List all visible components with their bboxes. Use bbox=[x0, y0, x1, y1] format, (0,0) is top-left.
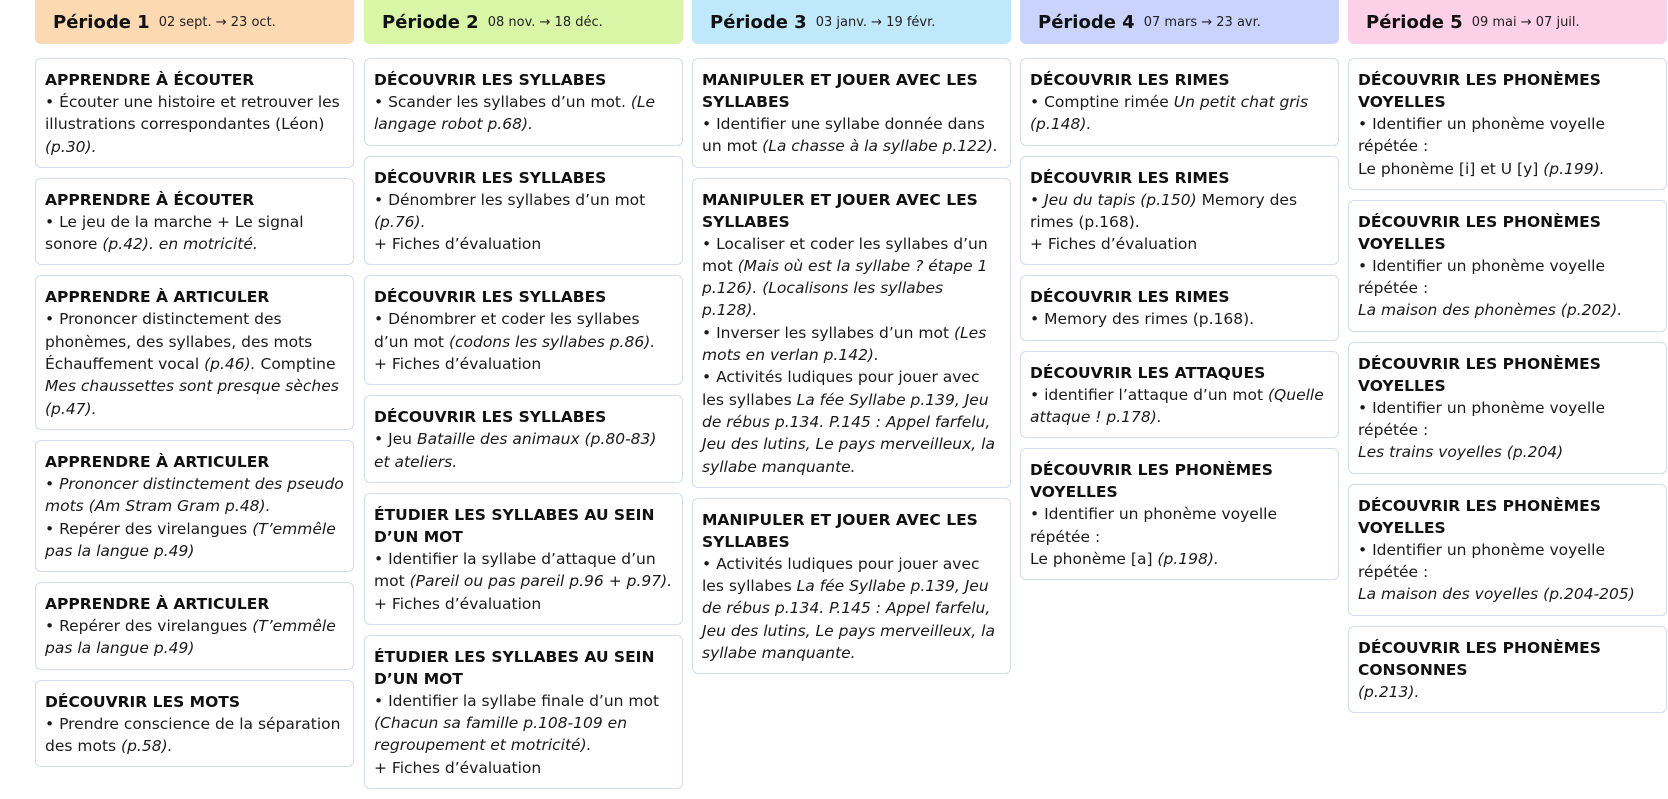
card-line bbox=[374, 593, 673, 615]
card-line bbox=[702, 233, 1001, 322]
card-reference-text: (p.213). bbox=[1358, 682, 1420, 701]
card-text: • Activités ludiques pour jouer avec les syllabes bbox=[702, 368, 980, 409]
card-reference-text: (p.198). bbox=[1157, 549, 1219, 568]
card-reference-text: La maison des voyelles (p.204-205) bbox=[1358, 585, 1635, 604]
card-line bbox=[45, 473, 344, 518]
activity-card bbox=[1348, 342, 1667, 474]
card-body bbox=[45, 473, 344, 562]
card-line bbox=[702, 553, 1001, 664]
card-reference-text: Mes chaussettes sont presque sèches (p.47). bbox=[45, 377, 339, 418]
card-body bbox=[702, 233, 1001, 478]
card-text: • Dénombrer les syllabes d’un mot bbox=[374, 190, 646, 209]
period-title: Période 5 bbox=[1366, 11, 1463, 33]
card-reference-text: Prononcer distinctement des pseudo mots (Am Stram Gram p.48). bbox=[45, 474, 344, 516]
card-body bbox=[45, 91, 344, 158]
card-line bbox=[1030, 233, 1329, 255]
card-reference-text: (Mais où est la syllabe ? étape 1 p.126). (Localisons les syllabes p.128). bbox=[702, 256, 988, 320]
card-title: APPRENDRE À ARTICULER bbox=[45, 288, 270, 307]
card-title: DÉCOUVRIR LES SYLLABES bbox=[374, 408, 607, 427]
card-text: + Fiches d’évaluation bbox=[374, 235, 542, 254]
period-cards bbox=[692, 58, 1011, 674]
period-title: Période 2 bbox=[382, 11, 479, 33]
card-title: DÉCOUVRIR LES RIMES bbox=[1030, 168, 1230, 187]
card-line bbox=[1358, 113, 1657, 158]
card-body bbox=[45, 713, 344, 758]
period-dates: 03 janv. → 19 févr. bbox=[815, 14, 936, 30]
card-text: + Fiches d’évaluation bbox=[1030, 235, 1198, 254]
card-body bbox=[1030, 91, 1329, 136]
card-title: DÉCOUVRIR LES PHONÈMES VOYELLES bbox=[1358, 71, 1601, 111]
card-text: • Identifier une syllabe donnée dans un mot bbox=[702, 115, 985, 156]
card-reference-text: (Le langage robot p.68). bbox=[374, 93, 656, 134]
card-body bbox=[45, 308, 344, 419]
card-line bbox=[374, 353, 673, 375]
card-body bbox=[1030, 308, 1329, 330]
card-line bbox=[1358, 583, 1657, 605]
card-line bbox=[1358, 397, 1657, 442]
card-line bbox=[1030, 308, 1329, 330]
card-text: • Repérer des virelangues bbox=[45, 617, 253, 636]
card-title: ÉTUDIER LES SYLLABES AU SEIN D’UN MOT bbox=[374, 647, 655, 688]
card-text: • Le jeu de la marche + Le signal sonore bbox=[45, 212, 304, 254]
card-body bbox=[1358, 255, 1657, 322]
card-reference-text: Les trains voyelles (p.204) bbox=[1358, 443, 1564, 462]
activity-card bbox=[1020, 275, 1339, 340]
card-text: • Localiser et coder les syllabes d’un mot bbox=[702, 234, 988, 275]
card-title: DÉCOUVRIR LES MOTS bbox=[45, 692, 240, 711]
card-reference-text: Jeu du tapis (p.150) bbox=[1044, 190, 1197, 209]
activity-card bbox=[35, 178, 354, 266]
card-reference-text: (p.42). en motricité. bbox=[102, 235, 258, 254]
card-reference-text: Un petit chat gris (p.148). bbox=[1030, 93, 1309, 134]
card-text: • Identifier un phonème voyelle répétée : bbox=[1358, 398, 1605, 440]
card-line bbox=[1030, 91, 1329, 136]
card-title: DÉCOUVRIR LES RIMES bbox=[1030, 71, 1230, 89]
card-body bbox=[374, 91, 673, 136]
card-reference-text: (Chacun sa famille p.108-109 en regroupement et motricité). bbox=[374, 714, 628, 755]
card-body bbox=[374, 690, 673, 779]
card-reference-text: (Pareil ou pas pareil p.96 + p.97). bbox=[409, 572, 673, 591]
activity-card bbox=[1020, 448, 1339, 580]
card-title: DÉCOUVRIR LES PHONÈMES CONSONNES bbox=[1358, 638, 1601, 679]
card-body bbox=[1358, 539, 1657, 606]
card-text: • Identifier un phonème voyelle répétée : bbox=[1358, 115, 1605, 156]
card-line bbox=[1358, 299, 1657, 321]
card-line bbox=[1358, 441, 1657, 463]
card-body bbox=[1030, 189, 1329, 256]
card-line bbox=[374, 428, 673, 473]
period-dates: 02 sept. → 23 oct. bbox=[158, 14, 276, 30]
card-text: • bbox=[1030, 190, 1045, 209]
card-title: DÉCOUVRIR LES ATTAQUES bbox=[1030, 363, 1266, 382]
card-reference-text: (p.199). bbox=[1543, 159, 1605, 178]
card-text: Le phonème [a] bbox=[1030, 549, 1158, 568]
activity-card bbox=[364, 58, 683, 146]
card-line bbox=[45, 211, 344, 256]
card-body bbox=[374, 189, 673, 256]
period-column-5 bbox=[1348, 0, 1667, 723]
card-title: MANIPULER ET JOUER AVEC LES SYLLABES bbox=[702, 510, 978, 551]
period-title: Période 4 bbox=[1038, 11, 1135, 33]
card-title: DÉCOUVRIR LES SYLLABES bbox=[374, 71, 607, 89]
card-body bbox=[702, 113, 1001, 158]
card-reference-text: (T’emmêle pas la langue p.49) bbox=[45, 617, 336, 658]
card-reference-text: La fée Syllabe p.139, Jeu de rébus p.134. P.145 : Appel farfelu, Jeu des lutins, Le pays merveilleux, la syllabe manquante. bbox=[702, 577, 995, 663]
period-cards bbox=[1348, 58, 1667, 713]
card-text: Le phonème [i] et U [y] bbox=[1358, 159, 1544, 178]
card-title: DÉCOUVRIR LES PHONÈMES VOYELLES bbox=[1030, 461, 1273, 502]
card-body bbox=[1358, 397, 1657, 464]
card-title: APPRENDRE À ÉCOUTER bbox=[45, 190, 255, 209]
card-text: • Identifier la syllabe d’attaque d’un mot bbox=[374, 549, 656, 591]
period-column-3 bbox=[692, 0, 1011, 684]
activity-card bbox=[364, 156, 683, 266]
activity-card bbox=[364, 275, 683, 385]
card-line bbox=[374, 690, 673, 757]
activity-card bbox=[1020, 351, 1339, 439]
card-body bbox=[374, 428, 673, 473]
activity-card bbox=[1348, 200, 1667, 332]
card-line bbox=[1358, 158, 1657, 180]
card-title: APPRENDRE À ARTICULER bbox=[45, 452, 270, 471]
card-body bbox=[374, 308, 673, 375]
card-reference-text: La fée Syllabe p.139, Jeu de rébus p.134. P.145 : Appel farfelu, Jeu des lutins, Le pays merveilleux, la syllabe manquante. bbox=[702, 390, 995, 476]
card-text: • Identifier un phonème voyelle répétée : bbox=[1030, 505, 1277, 546]
card-text: • bbox=[45, 474, 60, 493]
card-title: ÉTUDIER LES SYLLABES AU SEIN D’UN MOT bbox=[374, 505, 655, 546]
card-title: MANIPULER ET JOUER AVEC LES SYLLABES bbox=[702, 190, 978, 231]
card-line bbox=[1030, 189, 1329, 234]
card-line bbox=[1358, 681, 1657, 703]
card-body bbox=[702, 553, 1001, 664]
period-dates: 08 nov. → 18 déc. bbox=[487, 14, 603, 30]
period-header bbox=[364, 0, 683, 44]
card-line bbox=[45, 91, 344, 158]
card-title: DÉCOUVRIR LES PHONÈMES VOYELLES bbox=[1358, 496, 1601, 537]
card-line bbox=[45, 713, 344, 758]
card-text: • Scander les syllabes d’un mot. bbox=[374, 93, 631, 111]
activity-card bbox=[1348, 484, 1667, 616]
card-body bbox=[1030, 384, 1329, 429]
card-text: + Fiches d’évaluation bbox=[374, 355, 542, 374]
card-title: DÉCOUVRIR LES PHONÈMES VOYELLES bbox=[1358, 212, 1601, 253]
card-title: APPRENDRE À ARTICULER bbox=[45, 595, 270, 614]
card-reference-text: Bataille des animaux (p.80-83) et ateliers. bbox=[374, 430, 657, 471]
card-reference-text: (codons les syllabes p.86). bbox=[448, 332, 656, 351]
activity-card bbox=[35, 680, 354, 768]
card-body bbox=[45, 615, 344, 660]
card-body bbox=[1358, 113, 1657, 180]
card-text: + Fiches d’évaluation bbox=[374, 758, 542, 777]
card-line bbox=[45, 518, 344, 563]
period-cards bbox=[1020, 58, 1339, 580]
card-text: • Repérer des virelangues bbox=[45, 519, 253, 538]
card-line bbox=[702, 322, 1001, 367]
activity-card bbox=[364, 493, 683, 625]
card-title: DÉCOUVRIR LES RIMES bbox=[1030, 288, 1230, 307]
activity-card bbox=[692, 498, 1011, 674]
activity-card bbox=[35, 58, 354, 168]
period-title: Période 3 bbox=[710, 11, 807, 33]
card-reference-text: (Quelle attaque ! p.178). bbox=[1030, 385, 1324, 427]
activity-card bbox=[364, 395, 683, 483]
card-reference-text: (p.76). bbox=[374, 212, 426, 231]
card-line bbox=[374, 308, 673, 353]
activity-card bbox=[35, 275, 354, 429]
card-reference-text: (Les mots en verlan p.142). bbox=[702, 323, 987, 365]
card-text: • Identifier un phonème voyelle répétée : bbox=[1358, 540, 1605, 581]
card-line bbox=[1030, 384, 1329, 429]
card-line bbox=[1358, 539, 1657, 584]
card-body bbox=[374, 548, 673, 615]
card-title: DÉCOUVRIR LES PHONÈMES VOYELLES bbox=[1358, 354, 1601, 395]
card-title: DÉCOUVRIR LES SYLLABES bbox=[374, 288, 607, 307]
activity-card bbox=[692, 58, 1011, 168]
activity-card bbox=[1020, 58, 1339, 146]
card-line bbox=[45, 308, 344, 419]
period-column-4 bbox=[1020, 0, 1339, 590]
card-text: • Dénombrer et coder les syllabes d’un mot bbox=[374, 310, 640, 351]
period-column-2 bbox=[364, 0, 683, 799]
card-body bbox=[1358, 681, 1657, 703]
period-dates: 09 mai → 07 juil. bbox=[1471, 14, 1580, 30]
activity-card bbox=[364, 635, 683, 789]
period-header bbox=[692, 0, 1011, 44]
card-text: • Comptine rimée bbox=[1030, 93, 1174, 111]
card-body bbox=[1030, 503, 1329, 570]
card-text: • Inverser les syllabes d’un mot bbox=[702, 323, 954, 342]
card-line bbox=[374, 757, 673, 779]
card-text: • identifier l’attaque d’un mot bbox=[1030, 385, 1268, 404]
card-title: APPRENDRE À ÉCOUTER bbox=[45, 71, 255, 89]
card-text: Memory des rimes (p.168). bbox=[1030, 190, 1298, 231]
card-reference-text: (T’emmêle pas la langue p.49) bbox=[45, 519, 336, 560]
card-reference-text: La maison des phonèmes (p.202). bbox=[1358, 301, 1623, 320]
period-header bbox=[1020, 0, 1339, 44]
card-line bbox=[374, 548, 673, 593]
card-reference-text: (La chasse à la syllabe p.122). bbox=[762, 137, 998, 156]
card-text: • Memory des rimes (p.168). bbox=[1030, 310, 1255, 329]
card-text: + Fiches d’évaluation bbox=[374, 594, 542, 613]
card-title: DÉCOUVRIR LES SYLLABES bbox=[374, 168, 607, 187]
card-text: • Écouter une histoire et retrouver les illustrations correspondantes (Léon) bbox=[45, 93, 340, 134]
activity-card bbox=[35, 440, 354, 572]
period-dates: 07 mars → 23 avr. bbox=[1143, 14, 1261, 30]
card-line bbox=[374, 233, 673, 255]
activity-card bbox=[692, 178, 1011, 488]
card-text: • Jeu bbox=[374, 430, 417, 449]
card-line bbox=[1358, 255, 1657, 300]
period-header bbox=[35, 0, 354, 44]
card-text: • Activités ludiques pour jouer avec les syllabes bbox=[702, 554, 980, 596]
card-line bbox=[702, 113, 1001, 158]
card-line bbox=[374, 189, 673, 234]
card-reference-text: (p.30). bbox=[45, 137, 97, 156]
card-body bbox=[45, 211, 344, 256]
card-text: • Prendre conscience de la séparation des mots bbox=[45, 714, 341, 756]
card-line bbox=[1030, 548, 1329, 570]
period-title: Période 1 bbox=[53, 11, 150, 33]
activity-card bbox=[1348, 58, 1667, 190]
activity-card bbox=[1020, 156, 1339, 266]
activity-card bbox=[35, 582, 354, 670]
card-text: • Prononcer distinctement des phonèmes, des syllabes, des mots Échauffement vocal bbox=[45, 310, 313, 374]
period-column-1 bbox=[35, 0, 354, 777]
period-header bbox=[1348, 0, 1667, 44]
card-reference-text: (p.46). bbox=[204, 355, 256, 374]
card-reference-text: (p.58). bbox=[121, 737, 173, 756]
activity-card bbox=[1348, 626, 1667, 713]
card-title: MANIPULER ET JOUER AVEC LES SYLLABES bbox=[702, 71, 978, 111]
card-line bbox=[1030, 503, 1329, 548]
card-line bbox=[374, 91, 673, 136]
card-text: Comptine bbox=[255, 355, 336, 374]
period-cards bbox=[364, 58, 683, 789]
period-cards bbox=[35, 58, 354, 767]
card-line bbox=[45, 615, 344, 660]
card-text: • Identifier la syllabe finale d’un mot bbox=[374, 691, 660, 710]
card-text: • Identifier un phonème voyelle répétée : bbox=[1358, 256, 1605, 298]
card-line bbox=[702, 366, 1001, 477]
